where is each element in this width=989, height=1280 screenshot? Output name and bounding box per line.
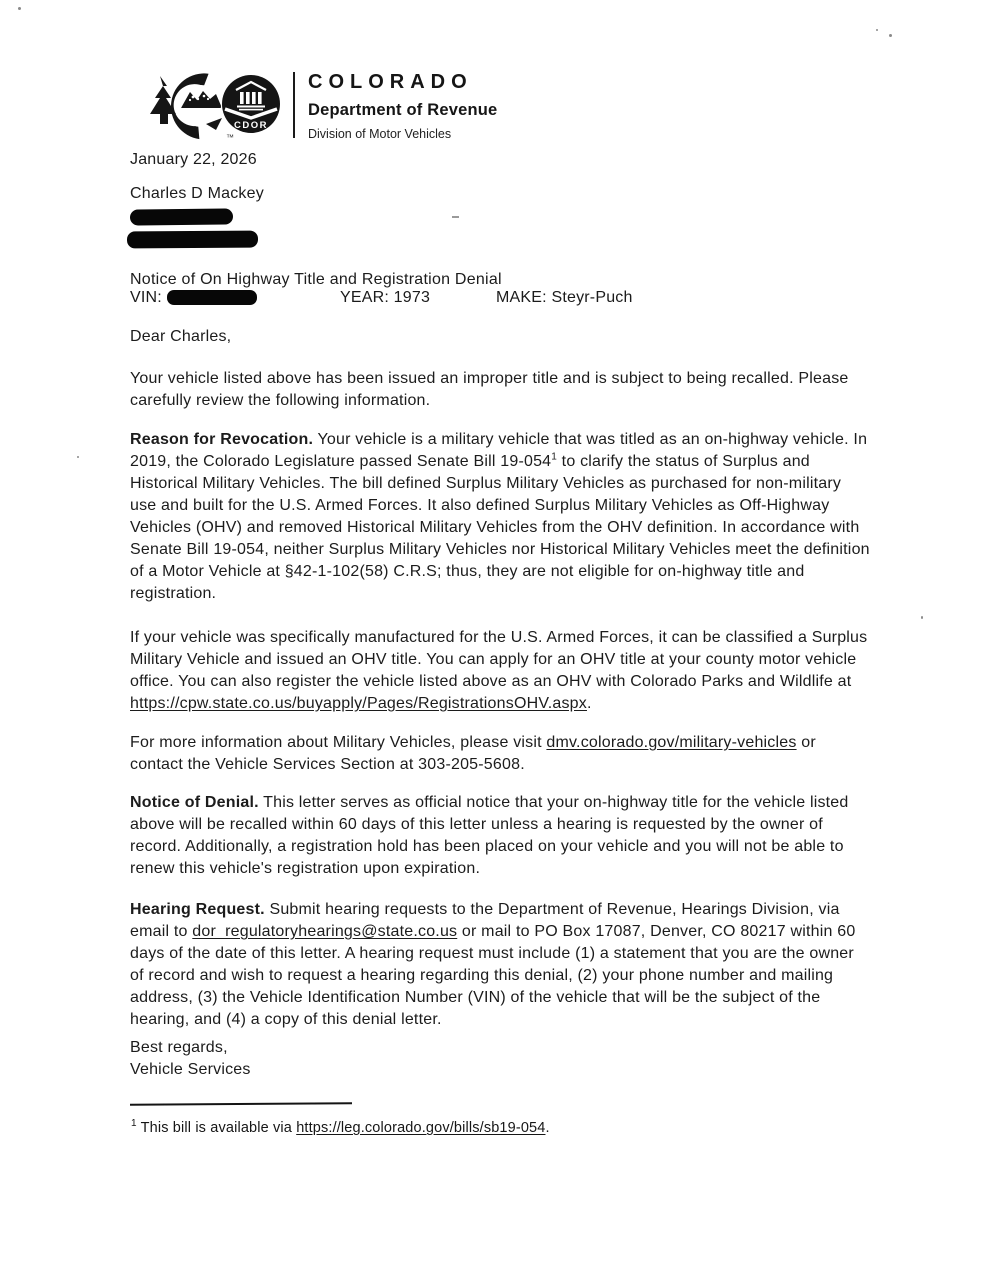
text-segment: or mail to PO Box 17087, Denver, CO 80217 within 60 days of the date of this letter. A hearing request must include (1) a statement that you are the owner of record and wish to request a hearing regarding this denial, (2) your phone number and mailing address, (3) the Vehicle Identification Number (VIN) of the vehicle that will be the subject of the hearing, and (4) a copy of this denial letter. [130,923,856,1028]
seal-text: CDOR [234,120,268,131]
scan-speck [77,456,79,458]
scan-speck [452,216,459,218]
scan-speck [889,34,892,37]
scan-speck [921,616,923,619]
text-segment: For more information about Military Vehicles, please visit [130,734,547,751]
scan-speck [876,29,878,31]
brand-name: COLORADO [308,71,473,93]
paragraph-intro [130,368,872,412]
make-field [496,289,633,307]
footnote-text [137,1120,550,1136]
paragraph-more-information [130,732,872,776]
vehicle-info-line [130,289,872,309]
text-segment: This letter serves as official notice that your on-highway title for the vehicle listed above will be recalled within 60 days of this letter unless a hearing is requested by the owner of record. Additionally, a registration hold has been placed on your vehicle and you will not be able to renew this vehicle's registration upon expiration. [130,794,849,877]
make-label: MAKE: [496,289,547,306]
text-segment: to clarify the status of Surplus and Historical Military Vehicles. The bill defined Surplus Military Vehicles as purchased for non-military use and built for the U.S. Armed Forces. It also defined Surplus Military Vehicles as Off-Highway Vehicles (OHV) and removed Historical Military Vehicles from the OHV definition. In accordance with Senate Bill 19-054, neither Surplus Military Vehicles nor Historical Military Vehicles meet the definition of a Motor Vehicle at §42-1-102(58) C.R.S; thus, they are not eligible for on-highway title and registration. [130,453,870,602]
year-label: YEAR: [340,289,390,306]
paragraph-reason-for-revocation [130,429,872,605]
text-segment: . [586,695,592,712]
division-name: Division of Motor Vehicles [308,127,452,141]
redacted-address-line-1 [130,208,233,225]
letterhead-text [308,71,497,141]
closing-regards: Best regards, [130,1039,228,1056]
text-segment: If your vehicle was specifically manufactured for the U.S. Armed Forces, it can be classified a Surplus Military Vehicle and issued an OHV title. You can apply for an OHV title at your county motor vehicle office. You can also register the vehicle listed above as an OHV with Colorado Parks and Wildlife at [130,629,868,690]
link-text: https://cpw.state.co.us/buyapply/Pages/RegistrationsOHV.aspx [130,695,587,712]
text-segment: Your vehicle is a military vehicle that was titled as an on-highway vehicle. In 2019, the Colorado Legislature passed Senate Bill 19-054 [130,431,868,470]
link-text: dor_regulatoryhearings@state.co.us [192,923,458,940]
text-segment: or contact the Vehicle Services Section at 303-205-5608. [130,734,816,773]
cdor-seal-icon [220,73,282,135]
bold-lead-in: Reason for Revocation. [130,431,314,448]
text-segment: Submit hearing requests to the Department of Revenue, Hearings Division, via email to [130,901,840,940]
paragraph-ohv-classification [130,627,872,715]
text-segment: This bill is available via [136,1120,297,1136]
redacted-vin [167,290,257,305]
text-segment: Your vehicle listed above has been issued an improper title and is subject to being recalled. Please carefully review the following information. [130,370,849,409]
link-text: dmv.colorado.gov/military-vehicles [546,734,797,751]
footnote-divider [130,1102,352,1106]
redacted-address-line-2 [127,231,258,249]
footnote-marker: 1 [131,1118,137,1130]
footnote-ref: 1 [551,451,558,463]
vin-label: VIN: [130,289,162,306]
closing-signature: Vehicle Services [130,1061,251,1078]
recipient-name: Charles D Mackey [130,185,264,202]
letter-subject: Notice of On Highway Title and Registration Denial [130,271,502,288]
department-name: Department of Revenue [308,101,498,119]
bold-lead-in: Notice of Denial. [130,794,259,811]
closing-block [130,1037,251,1081]
paragraph-notice-of-denial [130,792,872,880]
year-value: 1973 [393,289,431,306]
salutation: Dear Charles, [130,328,232,345]
year-field [340,289,430,307]
text-segment: . [545,1120,550,1136]
letter-date: January 22, 2026 [130,151,257,168]
bold-lead-in: Hearing Request. [130,901,265,918]
paragraph-hearing-request [130,899,872,1031]
footnote [131,1120,831,1136]
link-text: https://leg.colorado.gov/bills/sb19-054 [296,1120,546,1136]
scan-speck [18,7,21,10]
make-value: Steyr-Puch [551,289,633,306]
letterhead-divider [293,72,295,138]
trademark-symbol: ™ [226,133,234,142]
